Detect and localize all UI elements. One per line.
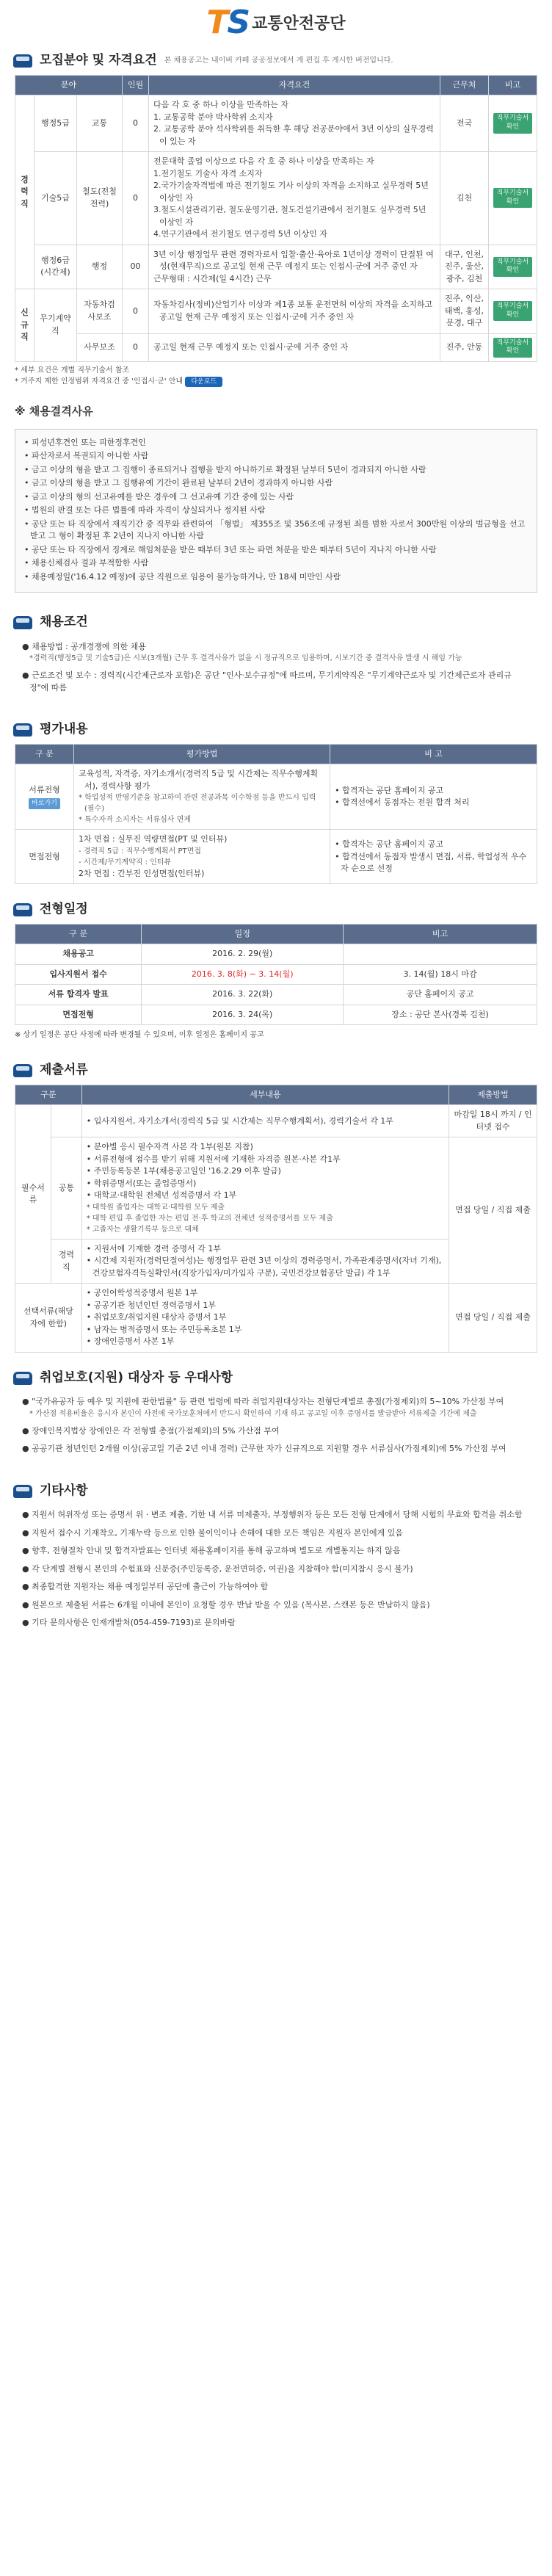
table-row: 서류 합격자 발표 2016. 3. 22(화) 공단 홈페이지 공고 <box>15 985 537 1005</box>
list-item: ● 근로조건 및 보수 : 경력직(시간제근로자 포함)은 공단 "인사·보수규정"에 따르며, 무기계약직은 "무기계약근로자 및 기간제근로자 관리규정"에 따름 <box>22 670 512 692</box>
cell-note <box>489 245 537 289</box>
cell-field: 행정 <box>77 245 123 289</box>
job-desc-button[interactable]: 직무기술서 확인 <box>493 301 532 321</box>
qual-line: 공고일 현재 근무 예정지 또는 인접시·군에 거주 중인 자 <box>153 341 349 352</box>
list-item: ● 최종합격한 지원자는 채용 예정일부터 공단에 출근이 가능하여야 함 <box>22 1582 269 1592</box>
list-item: • 공단 또는 타 직장에서 징계로 해임처분을 받은 때부터 3년 또는 파면 처분을 받은 때부터 5년이 지나지 아니한 사람 <box>24 544 437 554</box>
table-row <box>15 764 537 830</box>
cell-method: 면접 당일 / 직접 제출 <box>449 1284 537 1353</box>
section-title: 취업보호(지원) 대상자 등 우대사항 <box>40 1370 233 1385</box>
list-item: ● 지원서 접수시 기재착오, 기재누락 등으로 인한 불이익이나 손해에 대한 모든 책임은 지원자 본인에게 있음 <box>22 1527 403 1538</box>
cell-method: 교육성적, 자격증, 자기소개서(경력직 5급 및 시간제는 직무수행계획서), 경력사항 평가 * 학업성적 반영기준을 참고하여 관련 전공과목 이수학점 등을 반드시 입력(필수) * 특수자격 소지자는 서류심사 면제 <box>74 764 330 830</box>
table-row <box>15 289 537 334</box>
cell-kind: 선택서류(해당자에 한함) <box>15 1284 82 1353</box>
cell-field: 교통 <box>77 95 123 152</box>
cell-sub <box>51 1105 81 1137</box>
cell-note <box>489 333 537 361</box>
section-schedule <box>0 893 552 924</box>
sub-note: *경력직(행정5급 및 기술5급)은 시보(3개월) 근무 후 결격사유가 없을 시 정규직으로 임용하며, 시보기간 중 결격사유 발생 시 해임 가능 <box>29 654 462 663</box>
qual-line: 2.국가기술자격법에 따른 전기철도 기사 이상의 자격을 소지하고 실무경력 5년 이상인 자 <box>153 181 429 203</box>
list-item: ● 지원서 허위작성 또는 증명서 위 · 변조 제출, 기한 내 서류 미제출자, 부정행위자 등은 모든 전형 단계에서 당해 시험의 무효와 합격을 취소함 <box>22 1510 523 1520</box>
cell-qual <box>149 95 440 152</box>
cell-detail: • 입사지원서, 자기소개서(경력직 5급 및 시간제는 직무수행계획서), 경력기술서 각 1부 <box>81 1105 448 1137</box>
cell-work: 김천 <box>440 152 489 245</box>
th-kind: 구분 <box>15 1085 82 1105</box>
section-evaluation <box>0 713 552 744</box>
cell-note <box>489 95 537 152</box>
section-subtitle: 본 채용공고는 내이버 카페 공공정보에서 게 편집 후 게시한 버전입니다. <box>164 57 393 65</box>
car-icon <box>13 616 32 629</box>
cell-qual <box>149 333 440 361</box>
list-item: ● 원본으로 제출된 서류는 6개월 이내에 본인이 요청할 경우 반납 받을 수 있음 (복사본, 스캔본 등은 반납하지 않음) <box>22 1599 430 1610</box>
cell-kind: 서류전형 바로가기 <box>15 764 74 830</box>
cell-note: • 합격자는 공단 홈페이지 공고 • 합격선에서 동점자는 전원 합격 처리 <box>330 764 537 830</box>
list-item: • 채용예정일('16.4.12 예정)에 공단 직원으로 임용이 불가능하거나, 만 18세 미만인 사람 <box>24 571 341 582</box>
recruit-table <box>15 75 537 362</box>
qual-line: 4.연구기관에서 전기철도 연구경력 5년 이상인 자 <box>153 229 327 239</box>
th-work: 근무처 <box>440 75 489 95</box>
cell-count: 0 <box>123 333 149 361</box>
table-row <box>15 245 537 289</box>
cell-count: 00 <box>123 245 149 289</box>
cell-count: 0 <box>123 289 149 334</box>
cell-field: 사무보조 <box>77 333 123 361</box>
list-item: • 금고 이상의 형의 선고유예를 받은 경우에 그 선고유예 기간 중에 있는 사람 <box>24 491 294 502</box>
cell-work: 진주, 안동 <box>440 333 489 361</box>
table-row <box>15 333 537 361</box>
list-item: • 채용신체검사 결과 부적합한 사람 <box>24 558 149 568</box>
table-row <box>15 1137 537 1240</box>
th-note: 비고 <box>344 924 537 944</box>
th-date: 일정 <box>142 924 344 944</box>
disqualification-box <box>15 429 537 593</box>
th-note: 비 고 <box>330 744 537 764</box>
th-method: 제출방법 <box>449 1085 537 1105</box>
qual-line: 1.전기철도 기술사 자격 소지자 <box>153 168 263 178</box>
career-label: 경력직 <box>15 95 34 289</box>
car-icon <box>13 1485 32 1498</box>
job-desc-button[interactable]: 직무기술서 확인 <box>493 188 532 208</box>
cell-field: 철도(전철전력) <box>77 152 123 245</box>
table-row <box>15 1105 537 1137</box>
section-preference <box>0 1361 552 1392</box>
schedule-table <box>15 924 537 1026</box>
car-icon <box>13 1372 32 1385</box>
cell-field: 자동차검사보조 <box>77 289 123 334</box>
list-item: ● "국가유공자 등 예우 및 지원에 관한법률" 등 관련 법령에 따라 취업지원대상자는 전형단계별로 총점(가점제외)의 5~10% 가산점 부여 * 가산점 적용비율은 응시자 본인이 사전에 국가보훈처에서 반드시 확인하여 기재 하고 공고일 이후 증명서를 발급받아 서류제출 기간에 제출 <box>22 1396 530 1419</box>
cell-detail: • 공인어학성적증명서 원본 1부 • 공공기관 청년인턴 경력증명서 1부 • 취업보호/취업지원 대상자 증명서 1부 • 남자는 병적증명서 또는 주민등록초본 1부 • 장애인증명서 사본 1부 <box>81 1284 448 1353</box>
cell-count: 0 <box>123 152 149 245</box>
evaluation-table <box>15 744 537 885</box>
list-item: ● 각 단계별 전형시 본인의 수험표와 신분증(주민등록증, 운전면허증, 여권)을 지참해야 함(미지참시 응시 불가) <box>22 1563 413 1574</box>
list-item: ● 채용방법 : 공개경쟁에 의한 채용 *경력직(행정5급 및 기술5급)은 시보(3개월) 근무 후 결격사유가 없을 시 정규직으로 임용하며, 시보기간 중 결격사유 발생 시 해임 가능 <box>22 641 530 665</box>
list-item: • 공단 또는 타 직장에서 재직기간 중 직무와 관련하여 「형법」 제355조 및 356조에 규정된 죄를 범한 자로서 300만원 이상의 벌금형을 선고받고 그 형이 확정된 후 2년이 지나지 아니한 사람 <box>24 518 526 541</box>
cell-note <box>489 152 537 245</box>
th-kind: 구 분 <box>15 924 142 944</box>
table-row: 채용공고 2016. 2. 29(월) <box>15 944 537 965</box>
logo <box>0 0 552 44</box>
th-count: 인원 <box>123 75 149 95</box>
th-detail: 세부내용 <box>81 1085 448 1105</box>
cell-sub: 경력직 <box>51 1239 81 1284</box>
cell-grade: 행정5급 <box>34 95 77 152</box>
list-item: • 법원의 판결 또는 다른 법률에 따라 자격이 상실되거나 정지된 사람 <box>24 505 266 515</box>
car-icon <box>13 54 32 68</box>
conditions-list <box>0 637 552 705</box>
section-title: 채용조건 <box>40 615 88 630</box>
goto-button[interactable]: 바로가기 <box>29 798 60 810</box>
list-item: ● 장애인복지법상 장애인은 각 전형별 총점(가점제외)의 5% 가산점 부여 <box>22 1425 280 1436</box>
cell-qual <box>149 289 440 334</box>
section-etc <box>0 1475 552 1505</box>
list-item: • 금고 이상의 형을 받고 그 집행유예 기간이 완료된 날부터 2년이 경과하지 아니한 사람 <box>24 478 333 488</box>
cell-grade: 기술5급 <box>34 152 77 245</box>
section-title: 기타사항 <box>40 1483 88 1498</box>
list-item: ● 공공기관 청년인턴 2개월 이상(공고일 기준 2년 이내 경력) 근무한 자가 신규직으로 지원할 경우 서류심사(가점제외)에 5% 가산점 부여 <box>22 1444 506 1454</box>
note-line <box>15 376 537 388</box>
section-conditions <box>0 606 552 637</box>
job-desc-button[interactable]: 직무기술서 확인 <box>493 113 532 133</box>
cell-method: 마감일 18시 까지 / 인터넷 접수 <box>449 1105 537 1137</box>
schedule-note: ※ 상기 일정은 공단 사정에 따라 변경될 수 있으며, 이후 일정은 홈페이지 공고 <box>15 1031 264 1040</box>
preference-list <box>0 1392 552 1466</box>
cell-qual <box>149 152 440 245</box>
cell-qual <box>149 245 440 289</box>
th-qual: 자격요건 <box>149 75 440 95</box>
car-icon <box>13 1064 32 1077</box>
list-item: • 금고 이상의 형을 받고 그 집행이 종료되거나 집행을 받지 아니하기로 확정된 날부터 5년이 경과되지 아니한 사람 <box>24 464 426 474</box>
section-title: 전형일정 <box>40 902 88 917</box>
qual-line: 전문대학 졸업 이상으로 다음 각 호 중 하나 이상을 만족하는 자 <box>153 156 374 166</box>
section-title: 평가내용 <box>40 722 88 737</box>
cell-detail: • 지원서에 기재한 경력 증명서 각 1부 • 시간제 지원자(경력단절여성)는 행정업무 관련 3년 이상의 경력증명서, 가족관계증명서(자녀 기재), 건강보험자격득실확인서(직장가입자/미가입자 구분), 국민건강보험공단 발급) 각 1부 <box>81 1239 448 1284</box>
table-row <box>15 152 537 245</box>
cell-kind: 필수서류 <box>15 1105 51 1284</box>
cell-work: 진주, 익산, 태백, 홍성, 문경, 대구 <box>440 289 489 334</box>
qual-line: 3.철도시설관리기관, 철도운영기관, 철도건설기관에서 전기철도 실무경력 5년 이상인 자 <box>153 205 426 227</box>
car-icon <box>13 903 32 916</box>
th-field: 분야 <box>15 75 123 95</box>
cell-method: 면접 당일 / 직접 제출 <box>449 1137 537 1284</box>
cell-sub: 공통 <box>51 1137 81 1240</box>
cell-grade: 행정6급(시간제) <box>34 245 77 289</box>
list-item: • 파산자로서 복권되지 아니한 사람 <box>24 451 149 461</box>
table-row: 입사지원서 접수 2016. 3. 8(화) ~ 3. 14(월) 3. 14(월) 18시 마감 <box>15 964 537 985</box>
qual-line: 근무형태 : 시간제(일 4시간) 근무 <box>153 273 272 283</box>
list-item: ● 향후, 전형절차 안내 및 합격자발표는 인터넷 채용홈페이지를 통해 공고하며 별도로 개별통지는 하지 않음 <box>22 1546 401 1556</box>
table-row <box>15 1284 537 1353</box>
recruit-notes <box>0 362 552 391</box>
section-documents <box>0 1054 552 1085</box>
cell-method: 1차 면접 : 실무진 역량면접(PT 및 인터뷰) - 경력직 5급 : 직무수행계획서 PT면접 - 시간제/무기계약직 : 인터뷰 2차 면접 : 간부진 인성면접(인터뷰) <box>74 830 330 884</box>
cell-kind: 면접전형 <box>15 830 74 884</box>
cell-note <box>489 289 537 334</box>
download-button[interactable]: 다운로드 <box>185 377 222 387</box>
list-item: ● 기타 문의사항은 인재개발처(054-459-7193)로 문의바람 <box>22 1618 236 1628</box>
qual-line: 자동차검사(정비)산업기사 이상과 제1종 보통 운전면허 이상의 자격을 소지하고 공고일 현재 근무 예정지 또는 인접시·군에 거주 중인 자 <box>153 300 433 322</box>
logo-mark: TS <box>206 3 250 41</box>
job-desc-button[interactable]: 직무기술서 확인 <box>493 257 532 277</box>
section-title: 제출서류 <box>40 1063 88 1078</box>
section-title: 모집분야 및 자격요건 <box>40 53 157 68</box>
cell-work: 전국 <box>440 95 489 152</box>
qual-line: 1. 교통공학 분야 박사학위 소지자 <box>153 112 273 122</box>
section-title: ※ 채용결격사유 <box>15 405 93 419</box>
documents-table <box>15 1085 537 1353</box>
cell-count: 0 <box>123 95 149 152</box>
table-row <box>15 830 537 884</box>
qual-line: 3년 이상 행정업무 관련 경력자로서 입찰·출산·육아로 1년이상 경력이 단절된 여성(현재무직)으로 공고일 현재 근무 예정지 또는 인접시·군에 거주 중인 자 <box>153 249 434 271</box>
note-text: * 거주지 제한 인정범위 자격요건 중 '인접시·군' 안내 <box>15 377 184 386</box>
cell-detail: • 분야별 응시 필수자격 사본 각 1부(원본 지참) • 서류전형에 점수를 받기 위해 지원서에 기재한 자격증 원본·사본 각1부 • 주민등록등본 1부(채용공고일인 '16.2.29 이후 발급) • 학위증명서(또는 졸업증명서) • 대학교·대학원 전체년 성적증명서 각 1부 * 대학원 졸업자는 대학교·대학원 모두 제출 * 대학 편입 후 졸업한 자는 편입 전·후 학교의 전체년 성적증명서를 모두 제출 * 고졸자는 생활기록부 등으로 대체 <box>81 1137 448 1240</box>
job-desc-button[interactable]: 직무기술서 확인 <box>493 338 532 358</box>
section-recruit <box>0 44 552 75</box>
th-kind: 구 분 <box>15 744 74 764</box>
etc-list <box>0 1505 552 1640</box>
car-icon <box>13 723 32 737</box>
qual-line: 다음 각 호 중 하나 이상을 만족하는 자 <box>153 100 288 109</box>
th-method: 평가방법 <box>74 744 330 764</box>
logo-name: 교통안전공단 <box>252 14 346 33</box>
cell-work: 대구, 인천, 진주, 울산, 광주, 김천 <box>440 245 489 289</box>
table-row <box>15 95 537 152</box>
sub-note: * 가산점 적용비율은 응시자 본인이 사전에 국가보훈처에서 반드시 확인하여 기재 하고 공고일 이후 증명서를 발급받아 서류제출 기간에 제출 <box>29 1409 477 1418</box>
cell-note: • 합격자는 공단 홈페이지 공고 • 합격선에서 동점자 발생시 면접, 서류, 학업성적 우수자 순으로 선정 <box>330 830 537 884</box>
cell-grade: 무기계약직 <box>34 289 77 362</box>
newcomer-label: 신규직 <box>15 289 34 362</box>
th-note: 비고 <box>489 75 537 95</box>
qual-line: 2. 교통공학 분야 석사학위를 취득한 후 해당 전공분야에서 3년 이상의 실무경력이 있는 자 <box>153 124 434 146</box>
list-item: • 피성년후견인 또는 피한정후견인 <box>24 437 146 447</box>
note-line: * 세부 요건은 개별 직무기술서 참조 <box>15 366 130 375</box>
table-row: 면접전형 2016. 3. 24(목) 장소 : 공단 본사(경북 김천) <box>15 1005 537 1025</box>
